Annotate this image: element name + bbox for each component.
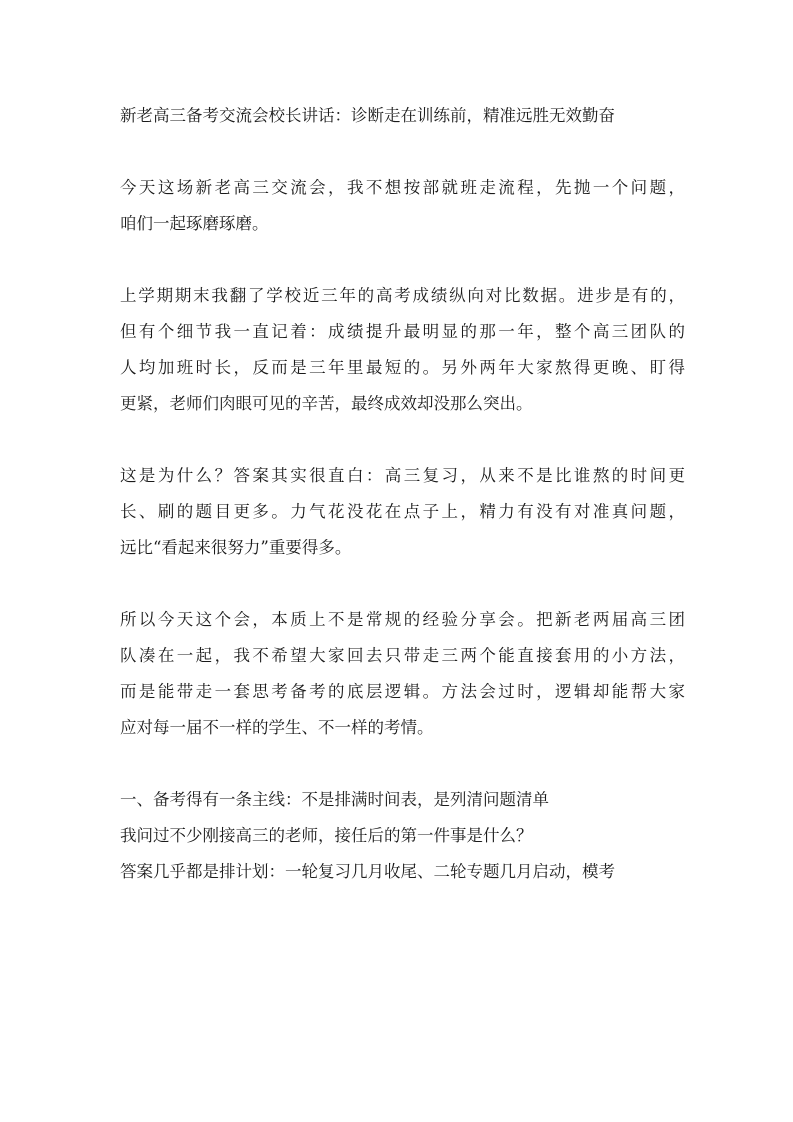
section-line: 答案几乎都是排计划：一轮复习几月收尾、二轮专题几月启动，模考 xyxy=(120,862,615,881)
paragraph-line: 但有个细节我一直记着：成绩提升最明显的那一年，整个高三团队的 xyxy=(120,322,685,341)
paragraph-line: 队凑在一起，我不希望大家回去只带走三两个能直接套用的小方法， xyxy=(120,646,685,665)
document-title xyxy=(120,98,685,134)
title-text: 新老高三备考交流会校长讲话：诊断走在训练前，精准远胜无效勤奋 xyxy=(120,106,615,125)
paragraph-line: 更紧，老师们肉眼可见的辛苦，最终成效却没那么突出。 xyxy=(120,394,533,413)
paragraph-line: 今天这场新老高三交流会，我不想按部就班走流程，先抛一个问题， xyxy=(120,178,685,197)
section-heading: 一、备考得有一条主线：不是排满时间表，是列清问题清单 xyxy=(120,790,549,809)
paragraph-1 xyxy=(120,170,685,242)
paragraph-line: 咱们一起琢磨琢磨。 xyxy=(120,214,269,233)
document-body xyxy=(120,98,685,890)
paragraph-line: 远比“看起来很努力”重要得多。 xyxy=(120,538,352,557)
section-1 xyxy=(120,782,685,890)
paragraph-line: 这是为什么？答案其实很直白：高三复习，从来不是比谁熬的时间更 xyxy=(120,466,685,485)
paragraph-2 xyxy=(120,278,685,422)
paragraph-line: 长、刷的题目更多。力气花没花在点子上，精力有没有对准真问题， xyxy=(120,502,685,521)
paragraph-4 xyxy=(120,602,685,746)
paragraph-line: 上学期期末我翻了学校近三年的高考成绩纵向对比数据。进步是有的， xyxy=(120,286,685,305)
paragraph-line: 而是能带走一套思考备考的底层逻辑。方法会过时，逻辑却能帮大家 xyxy=(120,682,685,701)
paragraph-3 xyxy=(120,458,685,566)
section-line: 我问过不少刚接高三的老师，接任后的第一件事是什么？ xyxy=(120,826,533,845)
paragraph-line: 人均加班时长，反而是三年里最短的。另外两年大家熬得更晚、盯得 xyxy=(120,358,685,377)
paragraph-line: 应对每一届不一样的学生、不一样的考情。 xyxy=(120,718,434,737)
paragraph-line: 所以今天这个会，本质上不是常规的经验分享会。把新老两届高三团 xyxy=(120,610,685,629)
